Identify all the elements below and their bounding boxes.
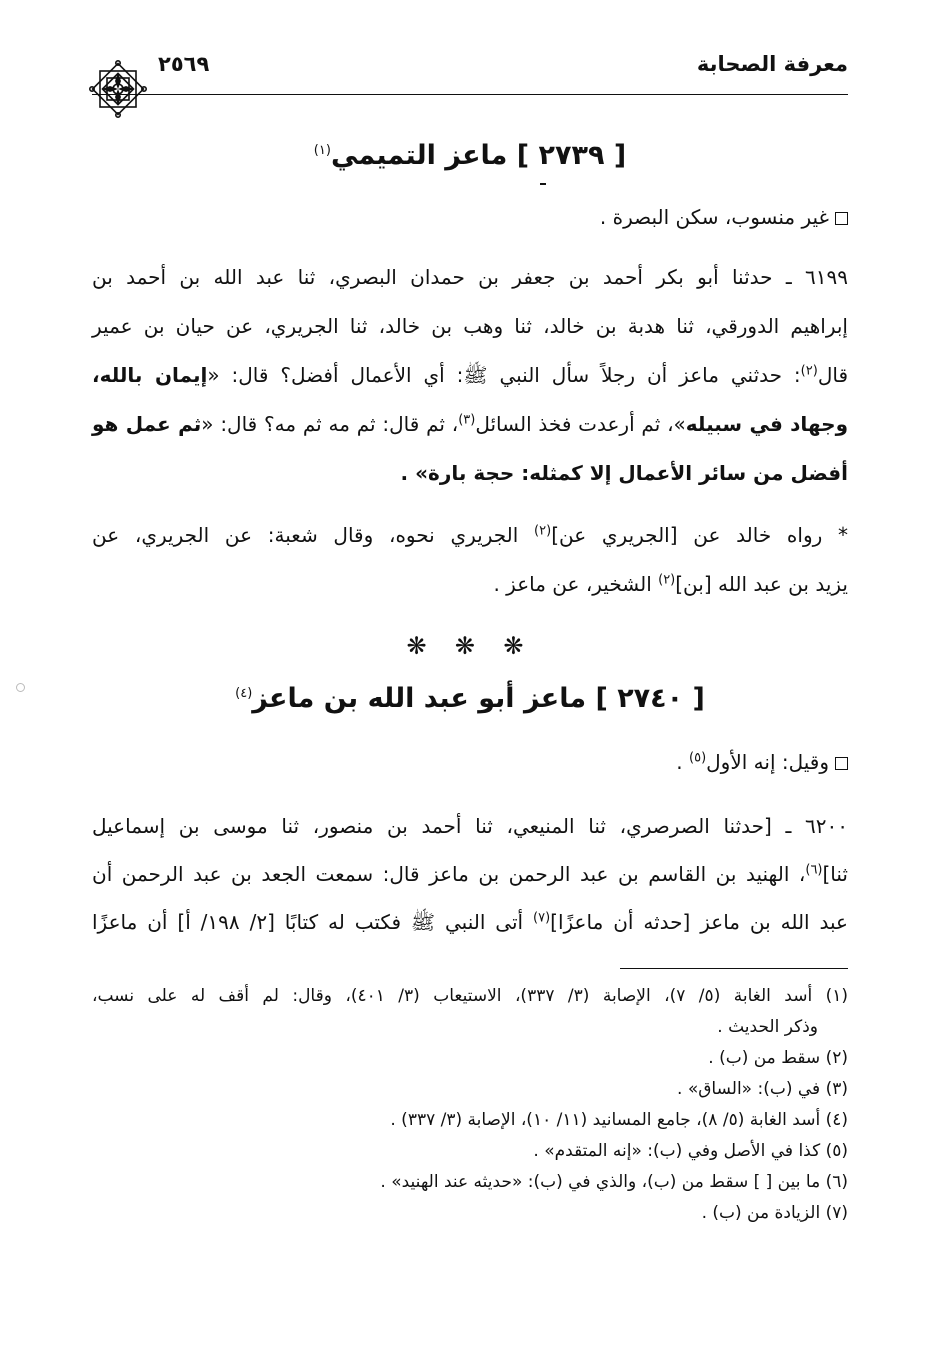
title-mark	[540, 183, 546, 185]
footnote-ref: (٦)	[805, 862, 823, 878]
entry-intro: غير منسوب، سكن البصرة .	[92, 203, 848, 231]
scan-speck	[16, 683, 25, 692]
footnote-item: (٤) أسد الغابة (٥/ ٨)، جامع المسانيد (١١/ ١٠)، الإصابة (٣/ ٣٣٧) .	[390, 1110, 848, 1130]
hadith-line: قال$^{(٢)}$: حدثني ماعز أن رجلاً سأل النبي ﷺ: أي الأعمال أفضل؟ قال: «إيمان بالله،	[92, 363, 848, 387]
commentary-line: * رواه خالد عن [الجريري عن]$^{(٢)}$ الجريري نحوه، وقال شعبة: عن الجريري، عن	[92, 523, 848, 547]
footnote-ref: (٥)	[689, 750, 707, 766]
footnote-ref: (١)	[313, 143, 331, 158]
footnote-ref: (٢)	[800, 363, 818, 379]
hadith-line: ٦١٩٩ ـ حدثنا أبو بكر أحمد بن جعفر بن حمدان البصري، ثنا عبد الله بن أحمد بن	[92, 265, 848, 289]
footnote-continuation: وذكر الحديث .	[717, 1017, 818, 1037]
header-divider	[92, 94, 848, 95]
square-bullet-icon	[835, 212, 848, 225]
octagon-star-ornament-icon	[88, 59, 148, 119]
hadith-line: عبد الله بن ماعز [حدثه أن ماعزًا]$^{(٧)}$ أتى النبي ﷺ فكتب له كتابًا [٢/ ١٩٨/ أ] أن ماعزًا	[92, 910, 848, 934]
commentary-line: يزيد بن عبد الله [بن]$^{(٢)}$ الشخير، عن ماعز .	[493, 572, 848, 596]
entry-intro: وقيل: إنه الأول$^{(٥)}$ .	[92, 748, 848, 776]
footnote-item: (٣) في (ب): «الساق» .	[677, 1079, 848, 1099]
footnote-ref: (٣)	[458, 412, 476, 428]
hadith-line: ثنا]$^{(٦)}$، الهنيد بن القاسم بن عبد الرحمن بن ماعز قال: سمعت الجعد بن عبد الرحمن أن	[92, 862, 848, 886]
entry-title-2739: [ ٢٧٣٩ ] ماعز التميمي$^{(١)}$	[313, 140, 627, 171]
page-number: ٢٥٦٩	[158, 52, 210, 76]
footnote-item: (٦) ما بين [ ] سقط من (ب)، والذي في (ب): «حديثه عند الهنيد» .	[380, 1172, 848, 1192]
footnote-item: (٥) كذا في الأصل وفي (ب): «إنه المتقدم» .	[533, 1141, 848, 1161]
hadith-line: وجهاد في سبيله»، ثم أرعدت فخذ السائل$^{(٣)}$، ثم قال: ثم مه ثم مه؟ قال: «ثم عمل هو	[92, 412, 848, 436]
footnote-item: (١) أسد الغابة (٥/ ٧)، الإصابة (٣/ ٣٣٧)، الاستيعاب (٣/ ٤٠١)، وقال: لم أقف له على نسب،	[92, 986, 849, 1006]
section-separator: ❋ ❋ ❋	[406, 632, 534, 660]
square-bullet-icon	[835, 757, 848, 770]
footnote-divider	[620, 968, 848, 969]
running-header-title: معرفة الصحابة	[696, 52, 848, 76]
hadith-line: ٦٢٠٠ ـ [حدثنا الصرصري، ثنا المنيعي، ثنا أحمد بن منصور، ثنا موسى بن إسماعيل	[92, 814, 848, 838]
footnote-ref: (٢)	[658, 572, 676, 588]
footnote-item: (٧) الزيادة من (ب) .	[701, 1203, 848, 1223]
footnote-ref: (٧)	[533, 910, 551, 926]
hadith-line: أفضل من سائر الأعمال إلا كمثله: حجة بارة» .	[400, 461, 848, 485]
hadith-line: إبراهيم الدورقي، ثنا هدبة بن خالد، ثنا وهب بن خالد، ثنا الجريري، عن حيان بن عمير	[92, 314, 848, 338]
entry-title-2740: [ ٢٧٤٠ ] ماعز أبو عبد الله بن ماعز$^{(٤)}$	[235, 683, 705, 714]
footnote-ref: (٢)	[534, 523, 552, 539]
footnote-item: (٢) سقط من (ب) .	[708, 1048, 848, 1068]
footnote-ref: (٤)	[235, 686, 253, 701]
